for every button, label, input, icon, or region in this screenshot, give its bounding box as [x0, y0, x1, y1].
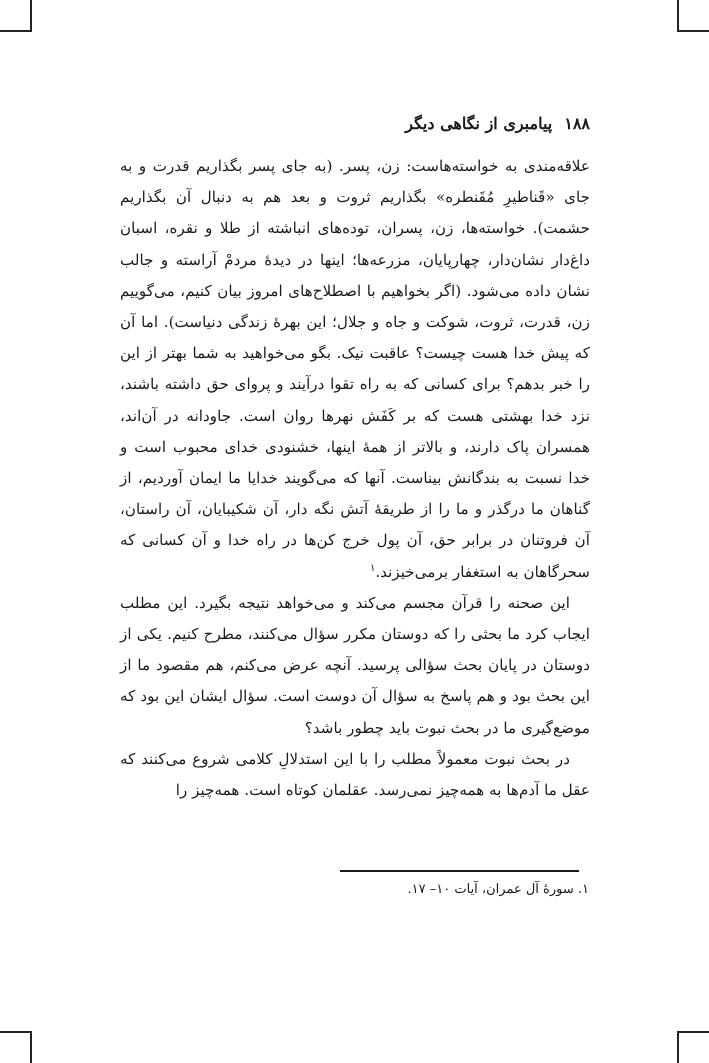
crop-mark-bottom-left-vertical [30, 1031, 32, 1063]
page-number: ۱۸۸ [564, 113, 590, 133]
crop-mark-bottom-right-horizontal [677, 1031, 709, 1033]
paragraph-text: علاقه‌مندی به خواسته‌هاست: زن، پسر. (به جای پسر بگذاریم قدرت و به جای «قَناطیرِ مُقَنطره» بگذاریم ثروت و بعد هم به دنبال آن بگذاریم حشمت). خواسته‌ها، زن، پسران، توده‌های انباشته از طلا و نقره، اسبان داغ‌دار نشان‌دار، چهارپایان، مزرعه‌ها؛ اینها در دیدهٔ مردمْ آراسته و جالب نشان داده می‌شود. (اگر بخواهیم با اصطلاح‌های امروز بیان کنیم، می‌گوییم زن، قدرت، ثروت، شوکت و جاه و جلال؛ این بهرهٔ زندگی دنیاست). اما آن که پیش خدا هست چیست؟ عاقبت نیک. بگو می‌خواهید به شما بهتر از این را خبر بدهم؟ برای کسانی که به راه تقوا درآیند و پروای حق داشته باشند، نزد خدا بهشتی هست که بر کَفَش نهرها روان است. جاودانه در آن‌اند، همسران پاک دارند، و بالاتر از همهٔ اینها، خشنودی خدای محبوب است و خدا نسبت به بندگانش بیناست. آنها که می‌گویند خدایا ما ایمان آوردیم، از گناهان ما درگذر و ما را از طریقهٔ آتش نگه دار، آن شکیبایان، آن راستان، آن فروتنان در برابر حق، آن پول خرج کن‌ها در راه خدا و آن کسانی که سحرگاهان به استغفار برمی‌خیزند. [120, 157, 590, 581]
paragraph [120, 588, 590, 744]
footnote-separator [340, 870, 579, 872]
running-header [120, 108, 590, 138]
crop-mark-bottom-left-horizontal [0, 1031, 32, 1033]
paragraph [120, 744, 590, 806]
crop-mark-top-left-horizontal [0, 30, 32, 32]
crop-mark-top-right-horizontal [677, 30, 709, 32]
body-text [120, 151, 590, 806]
paragraph-text: در بحث نبوت معمولاً مطلب را با این استدلالِ کلامی شروع می‌کنند که عقل ما آدم‌ها به همه‌چیز نمی‌رسد. عقلمان کوتاه است. همه‌چیز را [120, 749, 590, 800]
footnote-reference: ۱ [369, 562, 376, 574]
book-title: پیامبری از نگاهی دیگر [405, 113, 553, 133]
crop-mark-top-right-vertical [677, 0, 679, 32]
footnote-text: ۱. سورهٔ آل عمران، آیات ۱۰– ۱۷. [407, 882, 589, 897]
crop-mark-top-left-vertical [30, 0, 32, 32]
paragraph [120, 151, 590, 588]
crop-mark-bottom-right-vertical [677, 1031, 679, 1063]
paragraph-text: این صحنه را قرآن مجسم می‌کند و می‌خواهد نتیجه بگیرد. این مطلب ایجاب کرد ما بحثی را که دوستان مکرر سؤال می‌کنند، مطرح کنیم. یکی از دوستان در پایان بحث سؤالی پرسید. آنچه عرض می‌کنم، هم مقصود ما از این بحث بود و هم پاسخ به سؤال آن دوست است. سؤال ایشان این بود که موضع‌گیری ما در بحث نبوت باید چطور باشد؟ [120, 593, 590, 737]
footnote [120, 880, 589, 900]
